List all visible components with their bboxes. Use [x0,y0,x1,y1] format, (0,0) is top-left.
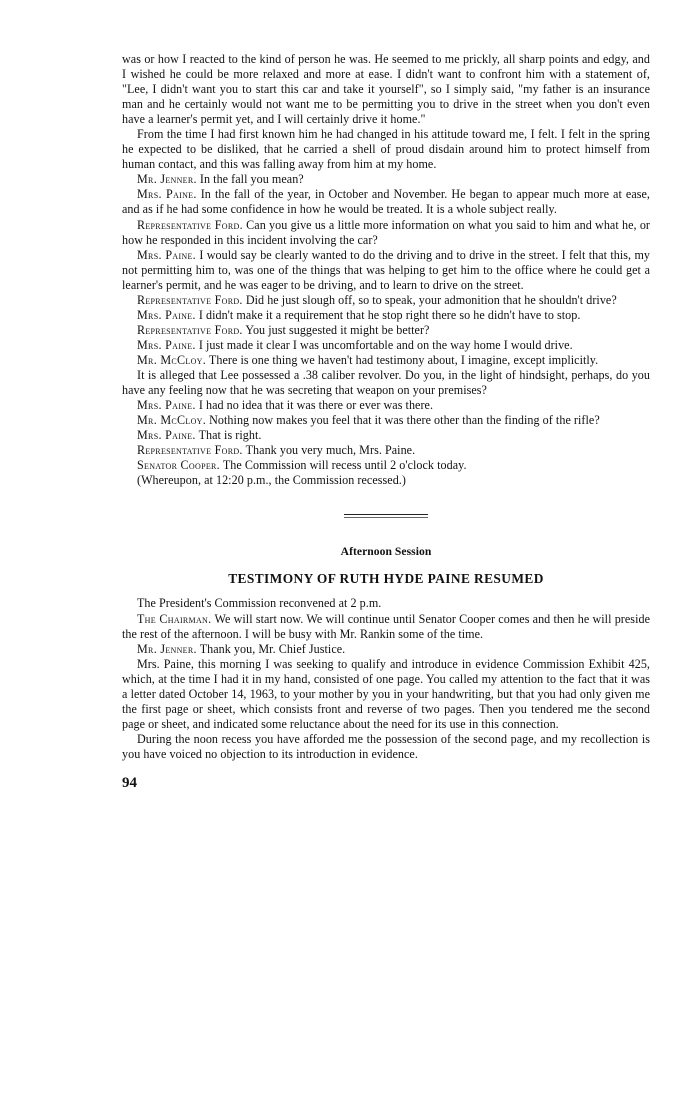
paragraph [122,172,650,187]
paragraph-text: During the noon recess you have afforded me the possession of the second page, and my recollection is you have voiced no objection to its introduction in evidence. [122,731,650,761]
paragraph-text: was or how I reacted to the kind of person he was. He seemed to me prickly, all sharp points and edgy, and I wished he could be more relaxed and more at ease. I didn't want to confront him with a statement of, "Lee, I didn't want you to start this car and take it yourself", so I simply said, "my father is an insurance man and he certainly would not want me to be permitting you to drive in the street when you don't even have a learner's permit yet, and I will certainly drive it home." [122,52,650,127]
speaker-name: Mrs. Paine. [137,398,196,413]
paragraph [122,338,650,353]
paragraph-text: Can you give us a little more information on what you said to him and what he, or how he responded in this incident involving the car? [122,217,650,247]
paragraph [122,248,650,293]
paragraph [122,368,650,398]
paragraph-text: I didn't make it a requirement that he stop right there so he didn't have to stop. [198,307,581,322]
section-divider-underline [344,517,428,518]
paragraph [122,428,650,443]
paragraph-text: Did he just slough off, so to speak, your admonition that he shouldn't drive? [245,292,617,307]
paragraph [122,642,650,657]
paragraph [122,443,650,458]
paragraph [122,218,650,248]
paragraph-text: It is alleged that Lee possessed a .38 caliber revolver. Do you, in the light of hindsight, perhaps, do you have any feeling now that he was secreting that weapon on your premises? [122,367,650,398]
speaker-name: Representative Ford. [137,292,243,307]
paragraph [122,473,650,488]
paragraph [122,293,650,308]
page-number: 94 [122,774,138,791]
paragraph [122,657,650,732]
section-heading: TESTIMONY OF RUTH HYDE PAINE RESUMED [228,571,544,587]
speaker-name: Mrs. Paine. [137,187,197,202]
paragraph [122,612,650,642]
paragraph-text: We will start now. We will continue until Senator Cooper comes and then he will preside the rest of the afternoon. I will be busy with Mr. Rankin some of the time. [122,611,650,641]
paragraph-text: (Whereupon, at 12:20 p.m., the Commission recessed.) [137,473,406,488]
paragraph-text: You just suggested it might be better? [245,322,430,337]
speaker-name: Mr. Jenner. [137,172,197,187]
paragraph-text: There is one thing we haven't had testimony about, I imagine, except implicitly. [208,352,599,367]
paragraph [122,458,650,473]
paragraph [122,353,650,368]
paragraph [122,187,650,217]
paragraph-text: From the time I had first known him he had changed in his attitude toward me, I felt. I felt in the spring he expected to be disliked, that he carried a shell of proud disdain around him to protect himself from human contact, and this was falling away from him at my home. [122,127,650,172]
paragraph-text: I had no idea that it was there or ever was there. [198,398,434,413]
paragraph [122,732,650,762]
speaker-name: Mr. Jenner. [137,641,197,656]
paragraph [122,323,650,338]
paragraph-text: I just made it clear I was uncomfortable and on the way home I would drive. [198,337,573,352]
paragraph [122,127,650,172]
speaker-name: Senator Cooper. [137,458,220,473]
paragraph-text: That is right. [198,428,262,443]
paragraph-text: Nothing now makes you feel that it was there other than the finding of the rifle? [209,413,600,428]
speaker-name: Mrs. Paine. [137,337,196,352]
speaker-name: The Chairman. [137,611,212,626]
paragraph-text: In the fall of the year, in October and November. He began to appear much more at ease, and as if he had some confidence in how he would be treated. It is a whole subject really. [122,187,650,217]
speaker-name: Mrs. Paine. [137,307,196,322]
testimony-top [122,52,650,488]
testimony-bottom [122,596,650,762]
paragraph-text: In the fall you mean? [199,172,304,187]
paragraph [122,596,650,611]
speaker-name: Representative Ford. [137,217,243,232]
paragraph [122,52,650,127]
paragraph-text: The President's Commission reconvened at 2 p.m. [137,596,382,611]
speaker-name: Representative Ford. [137,443,243,458]
speaker-name: Representative Ford. [137,322,243,337]
speaker-name: Mrs. Paine. [137,247,197,262]
speaker-name: Mr. McCloy. [137,413,207,428]
speaker-name: Mr. McCloy. [137,352,207,367]
paragraph [122,308,650,323]
paragraph-text: Mrs. Paine, this morning I was seeking to qualify and introduce in evidence Commission Exhibit 425, which, at the time I had it in my hand, consisted of one page. You called my attention to the fact that it was a letter dated October 14, 1963, to your mother by you in your handwriting, but that you had only given me the first page or sheet, which consists front and reverse of two pages. Then you tendered me the second page or sheet, and indicated some reluctance about the need for its use in this connection. [122,656,650,731]
paragraph-text: Thank you very much, Mrs. Paine. [245,443,416,458]
session-title: Afternoon Session [340,545,432,559]
paragraph [122,413,650,428]
paragraph-text: I would say be clearly wanted to do the driving and to drive in the street. I felt that this, my not permitting him to, was one of the things that was helping to get him to the office where he could get a learner's permit, and he was eager to be driving, and to learn to drive on the street. [122,247,651,292]
speaker-name: Mrs. Paine. [137,428,196,443]
document-page [122,52,650,791]
paragraph-text: Thank you, Mr. Chief Justice. [199,641,346,656]
paragraph-text: The Commission will recess until 2 o'clock today. [222,458,467,473]
section-divider [344,514,428,515]
paragraph [122,398,650,413]
